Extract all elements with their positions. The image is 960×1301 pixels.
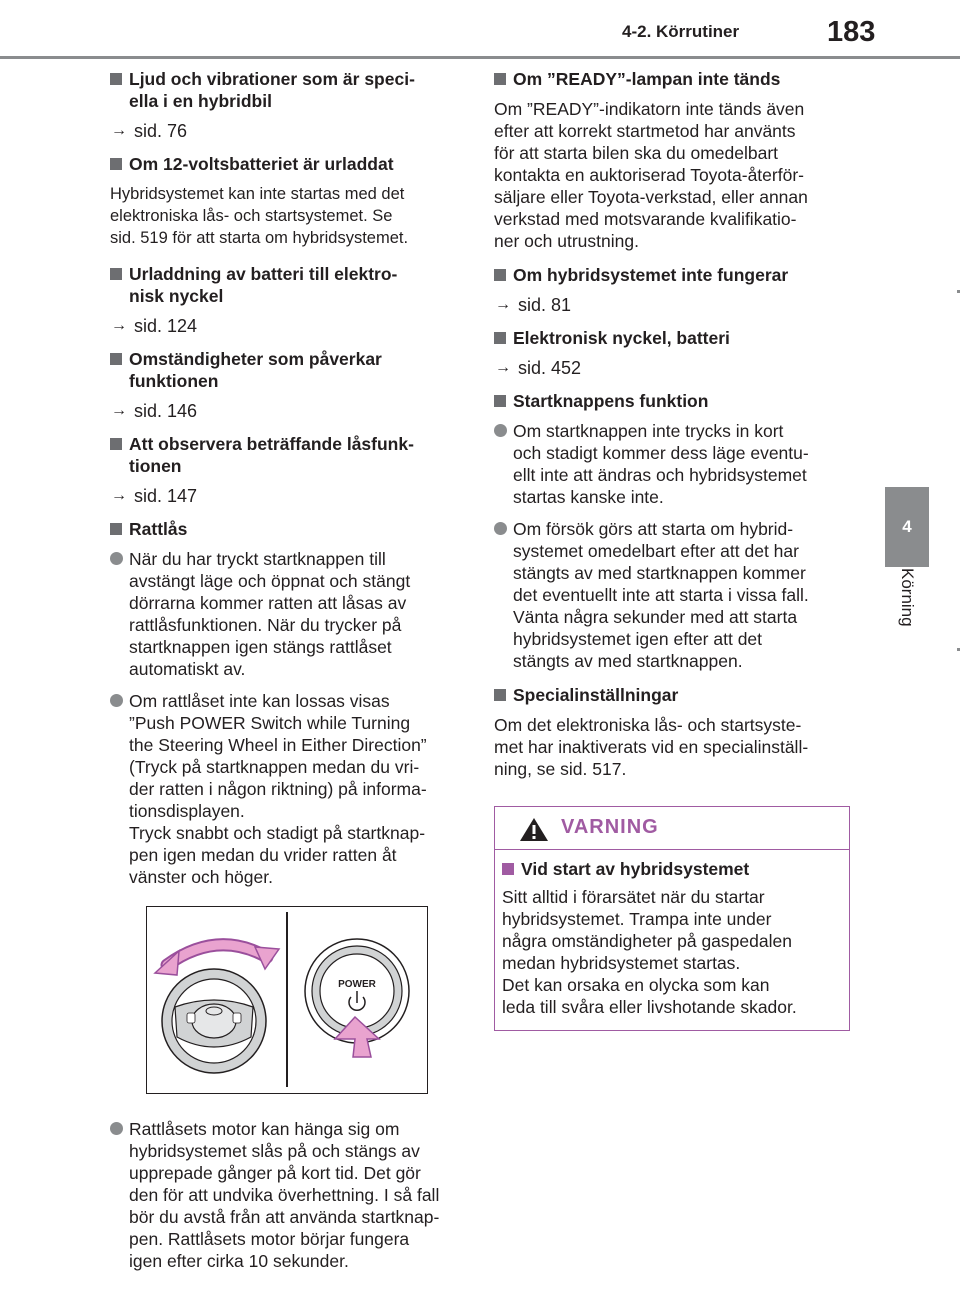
reference-text: sid. 76 <box>134 121 188 141</box>
arrow-right-icon: → <box>111 317 127 334</box>
heading-hybrid-fail: Om hybridsystemet inte fungerar <box>494 264 850 286</box>
chapter-label-text: Körning <box>898 568 917 627</box>
warning-heading: Vid start av hybridsystemet <box>502 858 842 880</box>
page-reference <box>494 357 850 379</box>
bullet-icon <box>494 424 507 437</box>
reference-text: sid. 146 <box>134 401 198 421</box>
paragraph-special-settings: Om det elektroniska lås- och startsyste- met har inaktiverats vid en specialinställ- ning, se sid. 517. <box>494 715 809 779</box>
bullet-text: Om startknappen inte trycks in kort och stadigt kommer dess läge eventu- ellt inte att ändras och hybridsystemet startas kanske inte. <box>513 421 809 507</box>
reference-text: sid. 124 <box>134 316 198 336</box>
bullet-icon <box>110 694 123 707</box>
heading-ready-lamp: Om ”READY”-lampan inte tänds <box>494 68 850 90</box>
warning-body <box>495 850 849 1030</box>
warning-triangle-icon <box>517 815 551 843</box>
bullet-item <box>494 518 850 672</box>
bullet-item <box>494 420 850 508</box>
paragraph-ready-lamp: Om ”READY”-indikatorn inte tänds även efter att korrekt startmetod har använts för att starta bilen ska du omedelbart kontakta en auktoriserad Toyota-återför- säljare eller Toyota-verkstad, eller annan verkstad med motsvarande kvalifikatio- ner och utrustning. <box>494 99 808 251</box>
steering-illustration <box>146 906 428 1094</box>
heading-special-settings: Specialinställningar <box>494 684 850 706</box>
bullet-item <box>110 1118 472 1272</box>
arrow-right-icon: → <box>111 122 127 139</box>
heading-key-battery: Urladdning av batteri till elektro- nisk nyckel <box>110 263 472 307</box>
heading-key-battery-right: Elektronisk nyckel, batteri <box>494 327 850 349</box>
paragraph-12v-battery: Hybridsystemet kan inte startas med det elektroniska lås- och startsystemet. Se sid. 519 för att starta om hybridsystemet. <box>110 185 409 247</box>
page-reference <box>494 294 850 316</box>
warning-title: VARNING <box>561 816 659 838</box>
heading-12v-battery: Om 12-voltsbatteriet är urladdat <box>110 153 472 175</box>
bullet-icon <box>110 1122 123 1135</box>
page-reference <box>110 120 472 142</box>
left-column <box>110 68 472 1282</box>
bullet-item <box>110 548 472 680</box>
bullet-icon <box>110 552 123 565</box>
bullet-icon <box>494 522 507 535</box>
warning-text: Sitt alltid i förarsätet när du startar hybridsystemet. Trampa inte under några omständigheter på gaspedalen medan hybridsystemet startas. Det kan orsaka en olycka som kan leda till svåra eller livshotande skador. <box>502 887 797 1017</box>
bullet-text: Rattlåsets motor kan hänga sig om hybridsystemet slås på och stängs av upprepade gånger på kort tid. Det gör den för att undvika överhettning. I så fall bör du avstå från att använda startknap- pen. Rattlåsets motor börjar fungera igen efter cirka 10 sekunder. <box>129 1119 440 1271</box>
warning-header <box>495 807 849 850</box>
chapter-label <box>872 568 942 668</box>
page-reference <box>110 315 472 337</box>
page-reference <box>110 485 472 507</box>
arrow-right-icon: → <box>495 296 511 313</box>
chapter-tab: 4 <box>885 487 929 567</box>
heading-steering-lock: Rattlås <box>110 518 472 540</box>
reference-text: sid. 147 <box>134 486 198 506</box>
power-label: POWER <box>338 979 376 990</box>
header-rule <box>0 56 960 59</box>
arrow-right-icon: → <box>111 487 127 504</box>
page-reference <box>110 400 472 422</box>
steering-wheel-power-button-image <box>147 907 427 1093</box>
bullet-text: När du har tryckt startknappen till avstängt läge och öppnat och stängt dörrarna kommer ratten att låsas av rattlåsfunktionen. När du trycker på startknappen igen stängs rattlåset automatiskt av. <box>129 549 411 679</box>
bullet-text: Om försök görs att starta om hybrid- systemet omedelbart efter att det har stängts av med startknappen kommer det eventuellt inte att starta i vissa fall. Vänta några sekunder med att starta hybridsystemet igen efter att det stängts av med startknappen. <box>513 519 809 671</box>
heading-circumstances: Omständigheter som påverkar funktionen <box>110 348 472 392</box>
section-title: 4-2. Körrutiner <box>622 22 740 41</box>
heading-lock-function: Att observera beträffande låsfunk- tionen <box>110 433 472 477</box>
heading-hybrid-sounds: Ljud och vibrationer som är speci- ella i en hybridbil <box>110 68 472 112</box>
page-number: 183 <box>827 16 876 48</box>
arrow-right-icon: → <box>495 359 511 376</box>
heading-start-button: Startknappens funktion <box>494 390 850 412</box>
warning-box <box>494 806 850 1031</box>
reference-text: sid. 81 <box>518 295 572 315</box>
right-column <box>494 68 850 1031</box>
arrow-right-icon: → <box>111 402 127 419</box>
reference-text: sid. 452 <box>518 358 582 378</box>
bullet-text: Om rattlåset inte kan lossas visas ”Push POWER Switch while Turning the Steering Wheel in Either Direction” (Tryck på startknappen medan du vri- der ratten i någon riktning) på informa- tionsdisplayen. Tryck snabbt och stadigt på startknap- pen igen medan du vrider ratten åt vänster och höger. <box>129 691 427 887</box>
bullet-item <box>110 690 472 888</box>
